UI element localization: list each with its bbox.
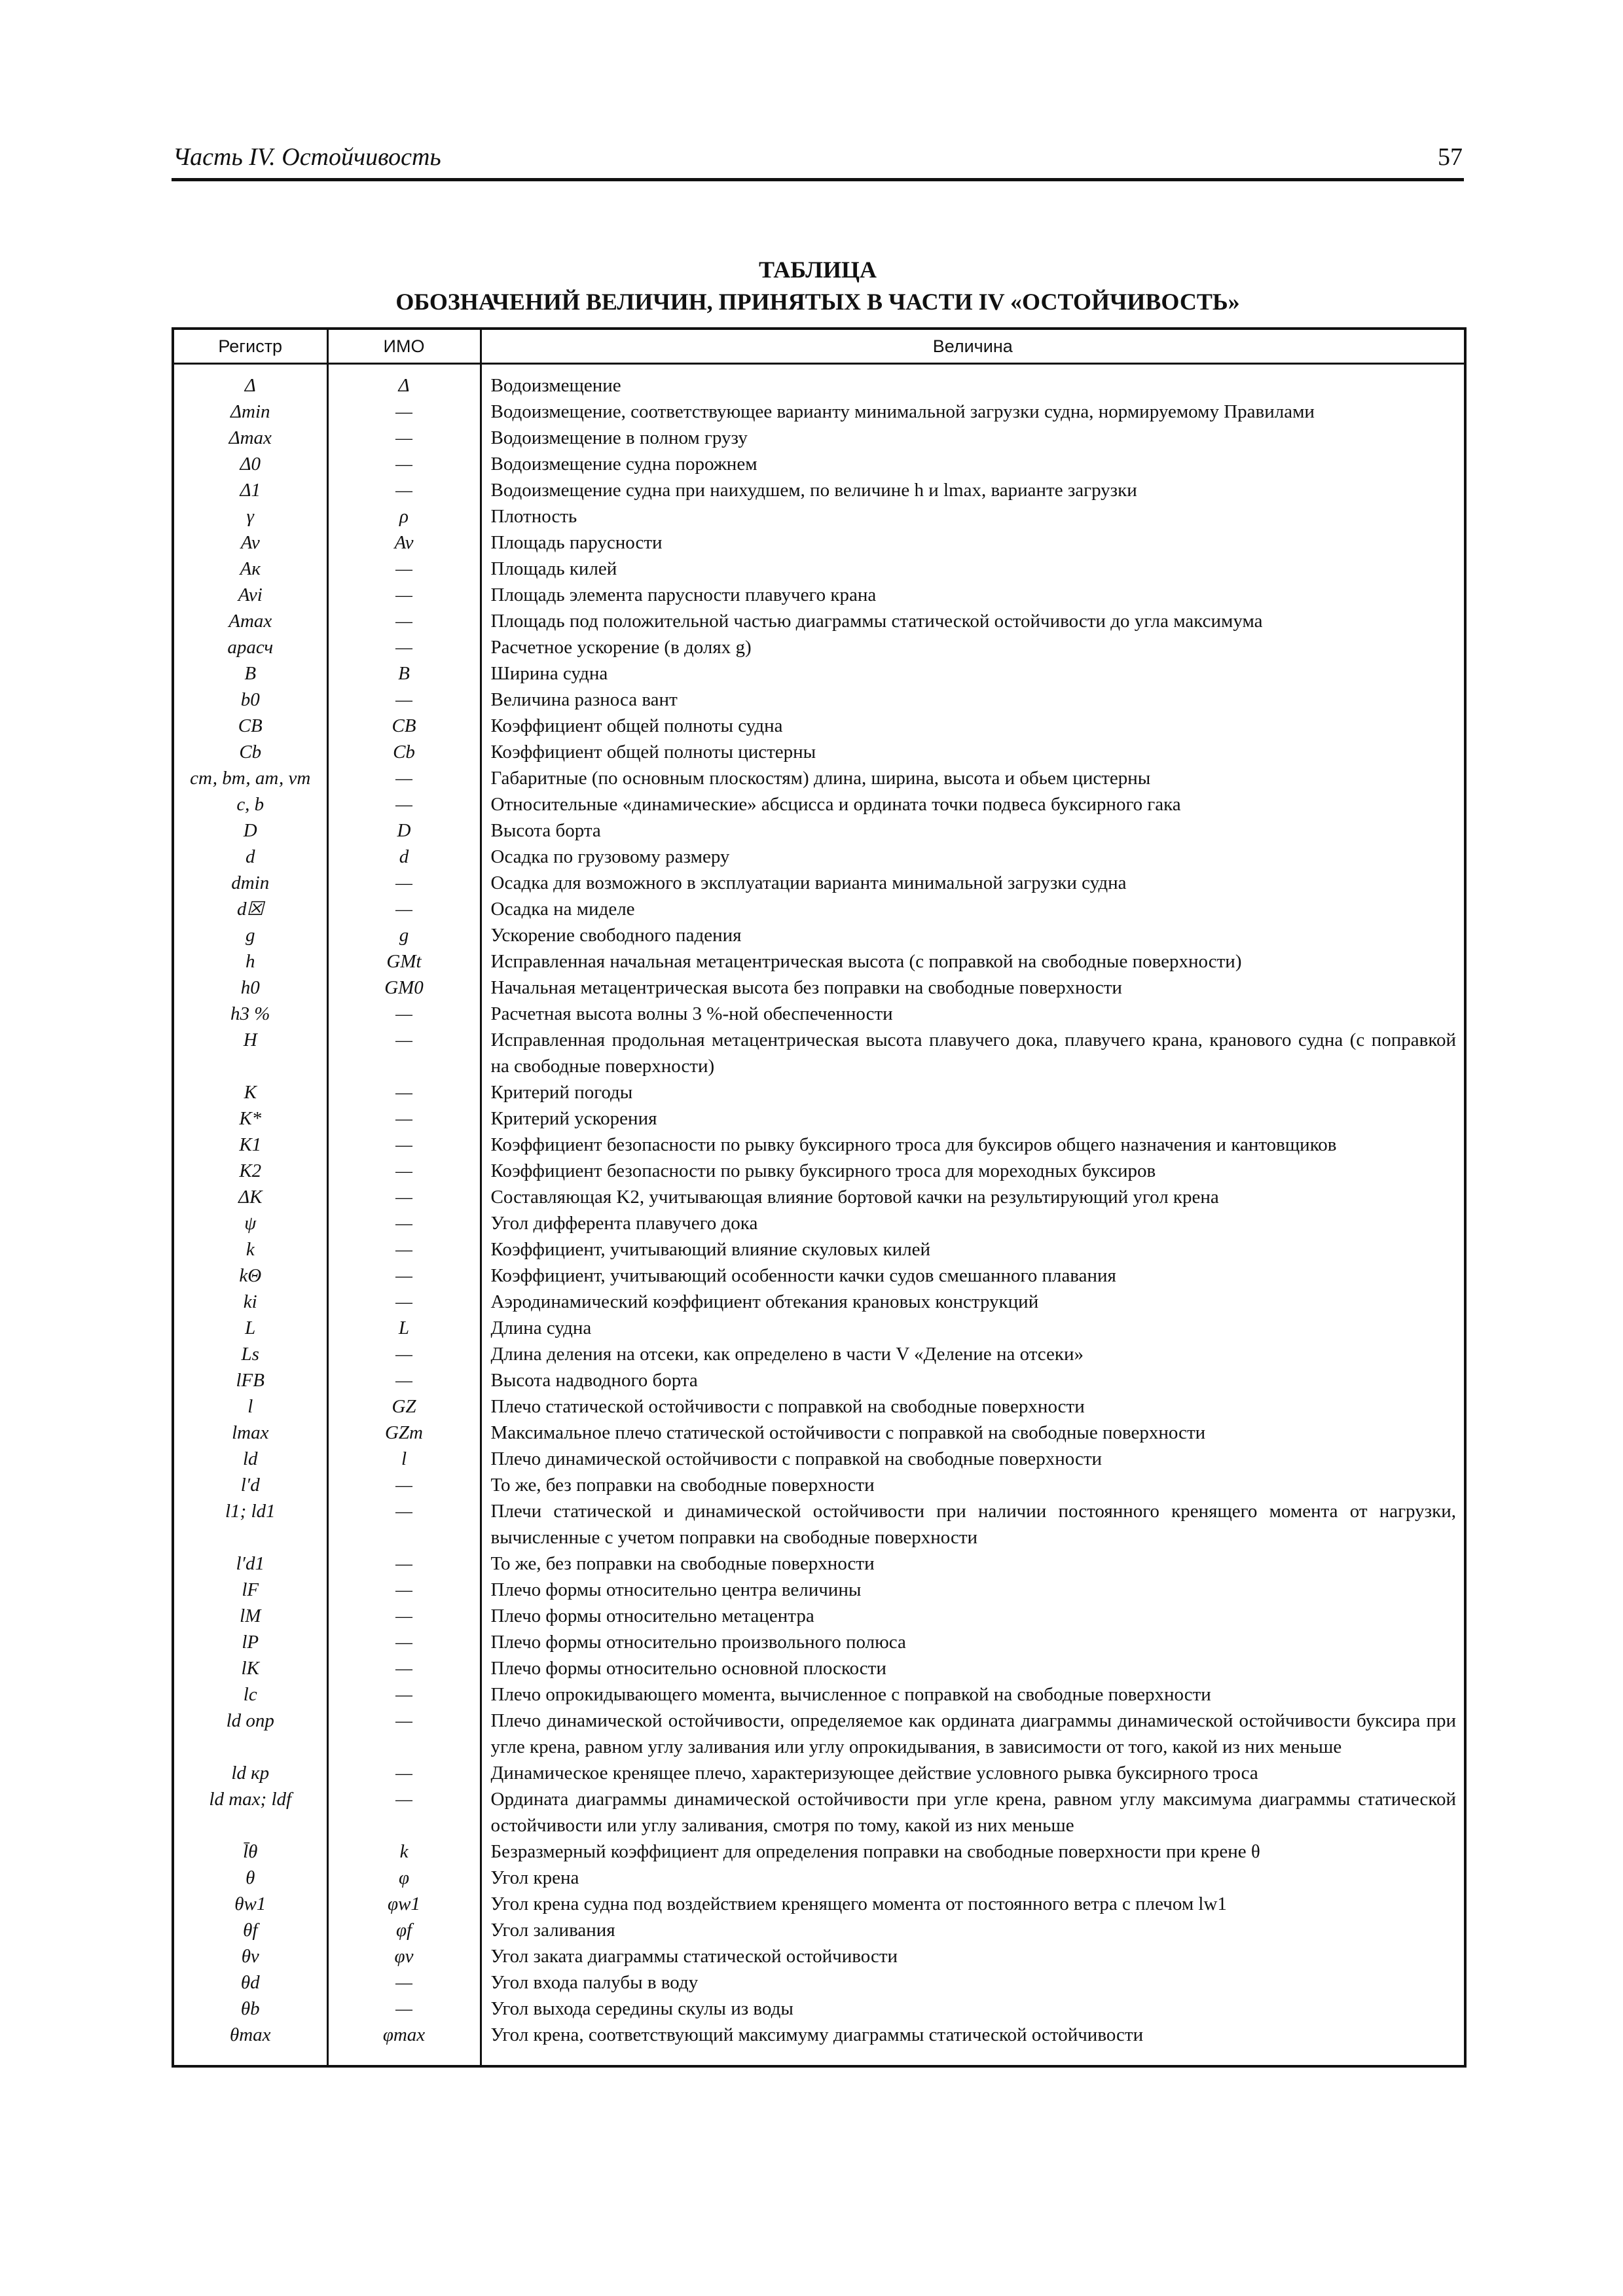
imo-symbol: — <box>327 1708 481 1760</box>
register-symbol: lmax <box>173 1420 327 1446</box>
quantity-description: Плечо формы относительно основной плоскости <box>481 1655 1465 1681</box>
table-title: ТАБЛИЦА <box>759 257 877 283</box>
register-symbol: θmax <box>173 2022 327 2066</box>
register-symbol: h3 % <box>173 1001 327 1027</box>
register-symbol: Ls <box>173 1341 327 1367</box>
table-row <box>173 1446 1465 1472</box>
imo-symbol: d <box>327 844 481 870</box>
table-row <box>173 634 1465 660</box>
imo-symbol: — <box>327 1184 481 1210</box>
quantity-description: Относительные «динамические» абсцисса и ордината точки подвеса буксирного гака <box>481 791 1465 817</box>
imo-symbol: — <box>327 1786 481 1839</box>
quantity-description: Плечо формы относительно метацентра <box>481 1603 1465 1629</box>
imo-symbol: — <box>327 1001 481 1027</box>
table-row <box>173 364 1465 399</box>
imo-symbol: — <box>327 1472 481 1498</box>
register-symbol: Av <box>173 529 327 556</box>
imo-symbol: — <box>327 556 481 582</box>
quantity-description: Высота надводного борта <box>481 1367 1465 1393</box>
quantity-description: Ширина судна <box>481 660 1465 687</box>
imo-symbol: Δ <box>327 364 481 399</box>
imo-symbol: — <box>327 791 481 817</box>
register-symbol: H <box>173 1027 327 1079</box>
section-title: Часть IV. Остойчивость <box>173 143 441 171</box>
quantity-description: Осадка для возможного в эксплуатации варианта минимальной загрузки судна <box>481 870 1465 896</box>
quantity-description: Критерий ускорения <box>481 1105 1465 1132</box>
imo-symbol: B <box>327 660 481 687</box>
table-row <box>173 817 1465 844</box>
table-row <box>173 791 1465 817</box>
quantity-description: Величина разноса вант <box>481 687 1465 713</box>
quantity-description: Плечо формы относительно произвольного полюса <box>481 1629 1465 1655</box>
column-header-imo: ИМО <box>327 329 481 364</box>
imo-symbol: GZ <box>327 1393 481 1420</box>
table-row <box>173 2022 1465 2066</box>
quantity-description: Угол крена <box>481 1865 1465 1891</box>
imo-symbol: — <box>327 1236 481 1263</box>
quantity-description: Составляющая K2, учитывающая влияние бортовой качки на результирующий угол крена <box>481 1184 1465 1210</box>
register-symbol: ld кр <box>173 1760 327 1786</box>
register-symbol: ld опр <box>173 1708 327 1760</box>
imo-symbol: GM0 <box>327 975 481 1001</box>
quantity-description: Водоизмещение судна порожнем <box>481 451 1465 477</box>
register-symbol: k <box>173 1236 327 1263</box>
quantity-description: Ускорение свободного падения <box>481 922 1465 948</box>
quantity-description: Водоизмещение судна при наихудшем, по величине h и lmax, варианте загрузки <box>481 477 1465 503</box>
register-symbol: dmin <box>173 870 327 896</box>
register-symbol: d☒ <box>173 896 327 922</box>
register-symbol: b0 <box>173 687 327 713</box>
imo-symbol: — <box>327 1551 481 1577</box>
register-symbol: θ <box>173 1865 327 1891</box>
table-row <box>173 1943 1465 1969</box>
table-subtitle: ОБОЗНАЧЕНИЙ ВЕЛИЧИН, ПРИНЯТЫХ В ЧАСТИ IV «ОСТОЙЧИВОСТЬ» <box>395 289 1240 315</box>
imo-symbol: — <box>327 765 481 791</box>
quantity-description: Угол крена, соответствующий максимуму диаграммы статической остойчивости <box>481 2022 1465 2066</box>
imo-symbol: — <box>327 1210 481 1236</box>
quantity-description: Габаритные (по основным плоскостям) длина, ширина, высота и обьем цистерны <box>481 765 1465 791</box>
imo-symbol: Cb <box>327 739 481 765</box>
imo-symbol: k <box>327 1839 481 1865</box>
table-row <box>173 1367 1465 1393</box>
register-symbol: l̄θ <box>173 1839 327 1865</box>
table-row <box>173 739 1465 765</box>
table-row <box>173 1577 1465 1603</box>
imo-symbol: φw1 <box>327 1891 481 1917</box>
column-header-register: Регистр <box>173 329 327 364</box>
quantity-description: Площадь парусности <box>481 529 1465 556</box>
quantity-description: Коэффициент, учитывающий особенности качки судов смешанного плавания <box>481 1263 1465 1289</box>
quantity-description: Плечо формы относительно центра величины <box>481 1577 1465 1603</box>
register-symbol: γ <box>173 503 327 529</box>
quantity-description: Осадка на миделе <box>481 896 1465 922</box>
quantity-description: Плечо статической остойчивости с поправкой на свободные поверхности <box>481 1393 1465 1420</box>
quantity-description: Безразмерный коэффициент для определения поправки на свободные поверхности при крене θ <box>481 1839 1465 1865</box>
table-row <box>173 1498 1465 1551</box>
register-symbol: lFB <box>173 1367 327 1393</box>
register-symbol: lP <box>173 1629 327 1655</box>
table-row <box>173 425 1465 451</box>
imo-symbol: φmax <box>327 2022 481 2066</box>
table-row <box>173 975 1465 1001</box>
table-row <box>173 1629 1465 1655</box>
imo-symbol: L <box>327 1315 481 1341</box>
table-row <box>173 556 1465 582</box>
register-symbol: g <box>173 922 327 948</box>
table-row <box>173 608 1465 634</box>
table-row <box>173 713 1465 739</box>
quantity-description: Коэффициент, учитывающий влияние скуловых килей <box>481 1236 1465 1263</box>
table-row <box>173 1891 1465 1917</box>
table-row <box>173 1551 1465 1577</box>
register-symbol: θv <box>173 1943 327 1969</box>
quantity-description: Угол выхода середины скулы из воды <box>481 1996 1465 2022</box>
table-row <box>173 1210 1465 1236</box>
table-row <box>173 1158 1465 1184</box>
page-number: 57 <box>1438 143 1463 171</box>
quantity-description: Водоизмещение в полном грузу <box>481 425 1465 451</box>
table-row <box>173 1839 1465 1865</box>
register-symbol: l1; ld1 <box>173 1498 327 1551</box>
register-symbol: ld max; ldf <box>173 1786 327 1839</box>
imo-symbol: — <box>327 1498 481 1551</box>
quantity-description: Плотность <box>481 503 1465 529</box>
imo-symbol: — <box>327 1367 481 1393</box>
register-symbol: Amax <box>173 608 327 634</box>
table-row <box>173 1027 1465 1079</box>
register-symbol: D <box>173 817 327 844</box>
table-row <box>173 1341 1465 1367</box>
register-symbol: l′d <box>173 1472 327 1498</box>
imo-symbol: — <box>327 477 481 503</box>
quantity-description: Длина судна <box>481 1315 1465 1341</box>
register-symbol: lc <box>173 1681 327 1708</box>
quantity-description: Коэффициент общей полноты судна <box>481 713 1465 739</box>
quantity-description: Плечо опрокидывающего момента, вычисленное с поправкой на свободные поверхности <box>481 1681 1465 1708</box>
register-symbol: ψ <box>173 1210 327 1236</box>
table-row <box>173 477 1465 503</box>
imo-symbol: — <box>327 1760 481 1786</box>
table-row <box>173 1681 1465 1708</box>
table-row <box>173 1420 1465 1446</box>
quantity-description: Критерий погоды <box>481 1079 1465 1105</box>
register-symbol: Avi <box>173 582 327 608</box>
imo-symbol: — <box>327 1603 481 1629</box>
register-symbol: θb <box>173 1996 327 2022</box>
register-symbol: CB <box>173 713 327 739</box>
register-symbol: K <box>173 1079 327 1105</box>
quantity-description: Угол крена судна под воздействием кренящего момента от постоянного ветра с плечом lw1 <box>481 1891 1465 1917</box>
register-symbol: h <box>173 948 327 975</box>
quantity-description: Высота борта <box>481 817 1465 844</box>
table-row <box>173 1393 1465 1420</box>
imo-symbol: — <box>327 896 481 922</box>
imo-symbol: g <box>327 922 481 948</box>
table-row <box>173 1655 1465 1681</box>
quantity-description: Угол входа палубы в воду <box>481 1969 1465 1996</box>
register-symbol: ΔK <box>173 1184 327 1210</box>
table-header-row <box>173 329 1465 364</box>
quantity-description: Плечо динамической остойчивости с поправкой на свободные поверхности <box>481 1446 1465 1472</box>
table-row <box>173 1315 1465 1341</box>
quantity-description: Расчетное ускорение (в долях g) <box>481 634 1465 660</box>
quantity-description: То же, без поправки на свободные поверхности <box>481 1472 1465 1498</box>
register-symbol: K* <box>173 1105 327 1132</box>
quantity-description: Площадь элемента парусности плавучего крана <box>481 582 1465 608</box>
register-symbol: K2 <box>173 1158 327 1184</box>
quantity-description: Исправленная продольная метацентрическая высота плавучего дока, плавучего крана, кранового судна (с поправкой на свободные поверхности) <box>481 1027 1465 1079</box>
register-symbol: ki <box>173 1289 327 1315</box>
register-symbol: Aк <box>173 556 327 582</box>
table-row <box>173 1760 1465 1786</box>
register-symbol: Δ1 <box>173 477 327 503</box>
table-row <box>173 1472 1465 1498</box>
imo-symbol: — <box>327 1629 481 1655</box>
register-symbol: lF <box>173 1577 327 1603</box>
table-row <box>173 1996 1465 2022</box>
register-symbol: d <box>173 844 327 870</box>
table-row <box>173 870 1465 896</box>
imo-symbol: — <box>327 1027 481 1079</box>
table-row <box>173 503 1465 529</box>
register-symbol: cт, bт, aт, vт <box>173 765 327 791</box>
table-row <box>173 1079 1465 1105</box>
imo-symbol: — <box>327 1681 481 1708</box>
imo-symbol: — <box>327 1289 481 1315</box>
table-row <box>173 1236 1465 1263</box>
quantity-description: Плечо динамической остойчивости, определяемое как ордината диаграммы динамической остойчивости буксира при угле крена, равном углу заливания или углу опрокидывания, в зависимости от того, какой из них меньше <box>481 1708 1465 1760</box>
table-row <box>173 399 1465 425</box>
running-header <box>172 139 1464 181</box>
imo-symbol: — <box>327 425 481 451</box>
register-symbol: K1 <box>173 1132 327 1158</box>
quantity-description: Осадка по грузовому размеру <box>481 844 1465 870</box>
quantity-description: Максимальное плечо статической остойчивости с поправкой на свободные поверхности <box>481 1420 1465 1446</box>
imo-symbol: ρ <box>327 503 481 529</box>
register-symbol: aрасч <box>173 634 327 660</box>
table-body <box>173 364 1465 2067</box>
table-row <box>173 582 1465 608</box>
imo-symbol: — <box>327 1079 481 1105</box>
imo-symbol: — <box>327 1655 481 1681</box>
imo-symbol: — <box>327 1341 481 1367</box>
imo-symbol: — <box>327 1263 481 1289</box>
register-symbol: ld <box>173 1446 327 1472</box>
register-symbol: kΘ <box>173 1263 327 1289</box>
quantity-description: Длина деления на отсеки, как определено в части V «Деление на отсеки» <box>481 1341 1465 1367</box>
table-row <box>173 1969 1465 1996</box>
table-row <box>173 1105 1465 1132</box>
imo-symbol: — <box>327 634 481 660</box>
quantity-description: Аэродинамический коэффициент обтекания крановых конструкций <box>481 1289 1465 1315</box>
imo-symbol: — <box>327 1996 481 2022</box>
imo-symbol: — <box>327 582 481 608</box>
imo-symbol: GZm <box>327 1420 481 1446</box>
table-row <box>173 529 1465 556</box>
imo-symbol: — <box>327 1105 481 1132</box>
imo-symbol: φv <box>327 1943 481 1969</box>
quantity-description: Коэффициент общей полноты цистерны <box>481 739 1465 765</box>
imo-symbol: — <box>327 1132 481 1158</box>
table-row <box>173 1603 1465 1629</box>
register-symbol: θd <box>173 1969 327 1996</box>
register-symbol: Δmax <box>173 425 327 451</box>
quantity-description: То же, без поправки на свободные поверхности <box>481 1551 1465 1577</box>
table-row <box>173 451 1465 477</box>
imo-symbol: φf <box>327 1917 481 1943</box>
imo-symbol: — <box>327 870 481 896</box>
quantity-description: Площадь килей <box>481 556 1465 582</box>
register-symbol: h0 <box>173 975 327 1001</box>
table-row <box>173 660 1465 687</box>
table-row <box>173 1786 1465 1839</box>
imo-symbol: Av <box>327 529 481 556</box>
quantity-description: Ордината диаграммы динамической остойчивости при угле крена, равном углу максимума диаграммы статической остойчивости или углу заливания, смотря по тому, какой из них меньше <box>481 1786 1465 1839</box>
register-symbol: Cb <box>173 739 327 765</box>
quantity-description: Площадь под положительной частью диаграммы статической остойчивости до угла максимума <box>481 608 1465 634</box>
imo-symbol: — <box>327 1158 481 1184</box>
quantity-description: Водоизмещение <box>481 364 1465 399</box>
imo-symbol: — <box>327 1969 481 1996</box>
register-symbol: l <box>173 1393 327 1420</box>
quantity-description: Начальная метацентрическая высота без поправки на свободные поверхности <box>481 975 1465 1001</box>
notation-table <box>172 327 1467 2068</box>
register-symbol: B <box>173 660 327 687</box>
imo-symbol: l <box>327 1446 481 1472</box>
table-row <box>173 1289 1465 1315</box>
imo-symbol: GMt <box>327 948 481 975</box>
table-row <box>173 1263 1465 1289</box>
imo-symbol: — <box>327 451 481 477</box>
register-symbol: lM <box>173 1603 327 1629</box>
register-symbol: θf <box>173 1917 327 1943</box>
table-row <box>173 765 1465 791</box>
imo-symbol: — <box>327 1577 481 1603</box>
table-row <box>173 922 1465 948</box>
register-symbol: Δmin <box>173 399 327 425</box>
register-symbol: c, b <box>173 791 327 817</box>
register-symbol: Δ <box>173 364 327 399</box>
imo-symbol: φ <box>327 1865 481 1891</box>
register-symbol: l′d1 <box>173 1551 327 1577</box>
imo-symbol: CB <box>327 713 481 739</box>
register-symbol: Δ0 <box>173 451 327 477</box>
quantity-description: Расчетная высота волны 3 %-ной обеспеченности <box>481 1001 1465 1027</box>
quantity-description: Коэффициент безопасности по рывку буксирного троса для мореходных буксиров <box>481 1158 1465 1184</box>
register-symbol: L <box>173 1315 327 1341</box>
imo-symbol: — <box>327 608 481 634</box>
table-row <box>173 1001 1465 1027</box>
table-row <box>173 896 1465 922</box>
quantity-description: Угол заливания <box>481 1917 1465 1943</box>
column-header-quantity: Величина <box>481 329 1465 364</box>
table-row <box>173 1708 1465 1760</box>
table-row <box>173 844 1465 870</box>
quantity-description: Коэффициент безопасности по рывку буксирного троса для буксиров общего назначения и кантовщиков <box>481 1132 1465 1158</box>
table-row <box>173 1917 1465 1943</box>
table-row <box>173 687 1465 713</box>
imo-symbol: D <box>327 817 481 844</box>
table-row <box>173 1132 1465 1158</box>
register-symbol: lK <box>173 1655 327 1681</box>
table-row <box>173 1865 1465 1891</box>
table-row <box>173 1184 1465 1210</box>
quantity-description: Угол дифферента плавучего дока <box>481 1210 1465 1236</box>
table-row <box>173 948 1465 975</box>
quantity-description: Угол заката диаграммы статической остойчивости <box>481 1943 1465 1969</box>
imo-symbol: — <box>327 687 481 713</box>
register-symbol: θw1 <box>173 1891 327 1917</box>
quantity-description: Плечи статической и динамической остойчивости при наличии постоянного кренящего момента от нагрузки, вычисленные с учетом поправки на свободные поверхности <box>481 1498 1465 1551</box>
imo-symbol: — <box>327 399 481 425</box>
quantity-description: Динамическое кренящее плечо, характеризующее действие условного рывка буксирного троса <box>481 1760 1465 1786</box>
quantity-description: Исправленная начальная метацентрическая высота (с поправкой на свободные поверхности) <box>481 948 1465 975</box>
quantity-description: Водоизмещение, соответствующее варианту минимальной загрузки судна, нормируемому Правилами <box>481 399 1465 425</box>
